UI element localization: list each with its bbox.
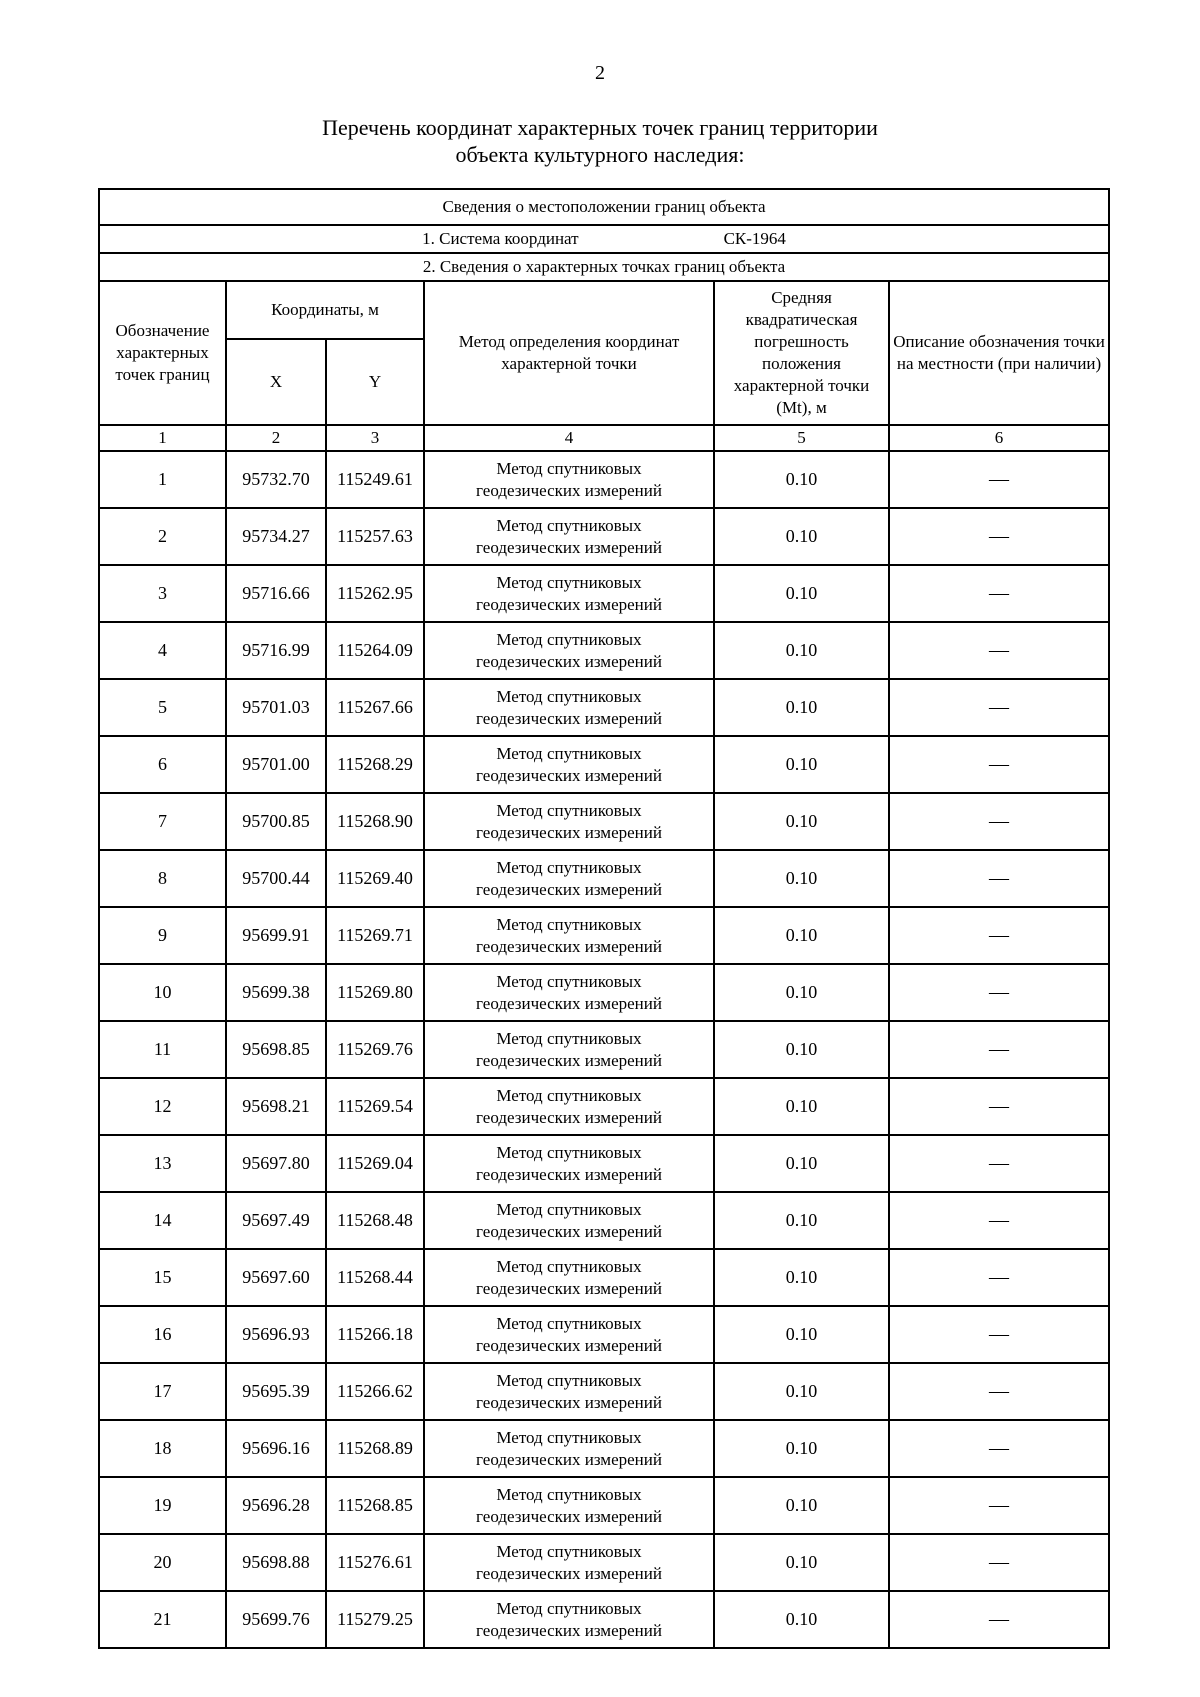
point-number-cell: 21 (99, 1591, 226, 1648)
x-coordinate-cell: 95696.16 (226, 1420, 326, 1477)
table-row (99, 1306, 1109, 1363)
method-cell (424, 508, 714, 565)
y-coordinate-cell: 115269.71 (326, 907, 424, 964)
y-coordinate-cell: 115268.89 (326, 1420, 424, 1477)
table-row (99, 736, 1109, 793)
header-coordinates: Координаты, м (226, 281, 424, 339)
accuracy-cell: 0.10 (714, 1420, 889, 1477)
accuracy-cell: 0.10 (714, 622, 889, 679)
table-row (99, 1135, 1109, 1192)
point-number-cell: 1 (99, 451, 226, 508)
accuracy-cell: 0.10 (714, 1534, 889, 1591)
accuracy-cell: 0.10 (714, 964, 889, 1021)
x-coordinate-cell: 95699.76 (226, 1591, 326, 1648)
description-cell: — (889, 907, 1109, 964)
description-cell: — (889, 1192, 1109, 1249)
table-row (99, 508, 1109, 565)
point-number-cell: 5 (99, 679, 226, 736)
method-line-2: геодезических измерений (476, 765, 662, 785)
table-row (99, 451, 1109, 508)
method-cell (424, 1192, 714, 1249)
method-cell (424, 736, 714, 793)
y-coordinate-cell: 115266.62 (326, 1363, 424, 1420)
y-coordinate-cell: 115264.09 (326, 622, 424, 679)
method-line-1: Метод спутниковых (496, 1313, 642, 1333)
point-number-cell: 8 (99, 850, 226, 907)
header-accuracy: Средняя квадратическая погрешность положения характерной точки (Mt), м (714, 281, 889, 425)
method-line-2: геодезических измерений (476, 708, 662, 728)
method-line-2: геодезических измерений (476, 480, 662, 500)
description-cell: — (889, 1477, 1109, 1534)
column-numbers-row (99, 425, 1109, 451)
description-cell: — (889, 1534, 1109, 1591)
point-number-cell: 13 (99, 1135, 226, 1192)
method-line-1: Метод спутниковых (496, 914, 642, 934)
x-coordinate-cell: 95700.85 (226, 793, 326, 850)
point-number-cell: 7 (99, 793, 226, 850)
point-number-cell: 9 (99, 907, 226, 964)
table-row (99, 850, 1109, 907)
description-cell: — (889, 793, 1109, 850)
method-line-2: геодезических измерений (476, 1449, 662, 1469)
y-coordinate-cell: 115269.40 (326, 850, 424, 907)
point-number-cell: 6 (99, 736, 226, 793)
point-number-cell: 2 (99, 508, 226, 565)
table-row (99, 1477, 1109, 1534)
method-line-2: геодезических измерений (476, 651, 662, 671)
description-cell: — (889, 679, 1109, 736)
y-coordinate-cell: 115257.63 (326, 508, 424, 565)
table-row (99, 964, 1109, 1021)
accuracy-cell: 0.10 (714, 451, 889, 508)
header-description: Описание обозначения точки на местности (при наличии) (889, 281, 1109, 425)
coordinates-table (98, 188, 1110, 1649)
y-coordinate-cell: 115268.85 (326, 1477, 424, 1534)
description-cell: — (889, 1420, 1109, 1477)
y-coordinate-cell: 115268.48 (326, 1192, 424, 1249)
description-cell: — (889, 1363, 1109, 1420)
method-line-1: Метод спутниковых (496, 1085, 642, 1105)
point-number-cell: 19 (99, 1477, 226, 1534)
y-coordinate-cell: 115267.66 (326, 679, 424, 736)
method-line-1: Метод спутниковых (496, 1484, 642, 1504)
method-cell (424, 1306, 714, 1363)
y-coordinate-cell: 115269.80 (326, 964, 424, 1021)
x-coordinate-cell: 95697.49 (226, 1192, 326, 1249)
method-line-2: геодезических измерений (476, 1392, 662, 1412)
description-cell: — (889, 736, 1109, 793)
table-row (99, 565, 1109, 622)
table-row (99, 1534, 1109, 1591)
description-cell: — (889, 1249, 1109, 1306)
section-title: Сведения о местоположении границ объекта (99, 189, 1109, 225)
table-row (99, 1078, 1109, 1135)
method-line-1: Метод спутниковых (496, 800, 642, 820)
description-cell: — (889, 1078, 1109, 1135)
y-coordinate-cell: 115276.61 (326, 1534, 424, 1591)
x-coordinate-cell: 95696.93 (226, 1306, 326, 1363)
accuracy-cell: 0.10 (714, 736, 889, 793)
method-cell (424, 1534, 714, 1591)
method-line-2: геодезических измерений (476, 1278, 662, 1298)
method-cell (424, 850, 714, 907)
table-row (99, 1192, 1109, 1249)
method-cell (424, 964, 714, 1021)
x-coordinate-cell: 95697.60 (226, 1249, 326, 1306)
description-cell: — (889, 565, 1109, 622)
y-coordinate-cell: 115262.95 (326, 565, 424, 622)
x-coordinate-cell: 95701.03 (226, 679, 326, 736)
method-cell (424, 565, 714, 622)
coordinate-system-row (99, 225, 1109, 253)
y-coordinate-cell: 115269.54 (326, 1078, 424, 1135)
method-line-1: Метод спутниковых (496, 1541, 642, 1561)
x-coordinate-cell: 95698.88 (226, 1534, 326, 1591)
document-title (0, 114, 1200, 168)
method-line-1: Метод спутниковых (496, 458, 642, 478)
method-line-1: Метод спутниковых (496, 1028, 642, 1048)
method-line-1: Метод спутниковых (496, 1199, 642, 1219)
x-coordinate-cell: 95698.85 (226, 1021, 326, 1078)
x-coordinate-cell: 95701.00 (226, 736, 326, 793)
header-method: Метод определения координат характерной точки (424, 281, 714, 425)
method-cell (424, 793, 714, 850)
column-number: 2 (226, 425, 326, 451)
description-cell: — (889, 1135, 1109, 1192)
method-line-2: геодезических измерений (476, 936, 662, 956)
method-line-2: геодезических измерений (476, 993, 662, 1013)
method-line-2: геодезических измерений (476, 1563, 662, 1583)
method-line-1: Метод спутниковых (496, 743, 642, 763)
description-cell: — (889, 508, 1109, 565)
coordinate-system-value: СК-1964 (723, 229, 786, 248)
x-coordinate-cell: 95699.91 (226, 907, 326, 964)
y-coordinate-cell: 115266.18 (326, 1306, 424, 1363)
point-number-cell: 18 (99, 1420, 226, 1477)
method-line-1: Метод спутниковых (496, 857, 642, 877)
accuracy-cell: 0.10 (714, 1477, 889, 1534)
y-coordinate-cell: 115279.25 (326, 1591, 424, 1648)
method-cell (424, 1420, 714, 1477)
method-line-1: Метод спутниковых (496, 686, 642, 706)
point-number-cell: 20 (99, 1534, 226, 1591)
accuracy-cell: 0.10 (714, 1363, 889, 1420)
header-designation: Обозначение характерных точек границ (99, 281, 226, 425)
method-cell (424, 622, 714, 679)
method-line-1: Метод спутниковых (496, 572, 642, 592)
y-coordinate-cell: 115268.29 (326, 736, 424, 793)
accuracy-cell: 0.10 (714, 1591, 889, 1648)
method-cell (424, 1477, 714, 1534)
x-coordinate-cell: 95732.70 (226, 451, 326, 508)
x-coordinate-cell: 95734.27 (226, 508, 326, 565)
column-number: 5 (714, 425, 889, 451)
description-cell: — (889, 964, 1109, 1021)
x-coordinate-cell: 95700.44 (226, 850, 326, 907)
x-coordinate-cell: 95698.21 (226, 1078, 326, 1135)
x-coordinate-cell: 95695.39 (226, 1363, 326, 1420)
method-line-2: геодезических измерений (476, 537, 662, 557)
point-number-cell: 17 (99, 1363, 226, 1420)
point-number-cell: 3 (99, 565, 226, 622)
accuracy-cell: 0.10 (714, 1192, 889, 1249)
method-line-2: геодезических измерений (476, 1050, 662, 1070)
table-row (99, 622, 1109, 679)
method-cell (424, 1363, 714, 1420)
method-line-1: Метод спутниковых (496, 1598, 642, 1618)
y-coordinate-cell: 115269.04 (326, 1135, 424, 1192)
method-line-2: геодезических измерений (476, 1335, 662, 1355)
method-line-1: Метод спутниковых (496, 629, 642, 649)
accuracy-cell: 0.10 (714, 679, 889, 736)
method-line-2: геодезических измерений (476, 822, 662, 842)
method-line-2: геодезических измерений (476, 879, 662, 899)
method-cell (424, 1021, 714, 1078)
accuracy-cell: 0.10 (714, 565, 889, 622)
table-row (99, 1249, 1109, 1306)
point-number-cell: 12 (99, 1078, 226, 1135)
table-row (99, 793, 1109, 850)
x-coordinate-cell: 95697.80 (226, 1135, 326, 1192)
method-cell (424, 1591, 714, 1648)
points-section-label: 2. Сведения о характерных точках границ объекта (99, 253, 1109, 281)
y-coordinate-cell: 115249.61 (326, 451, 424, 508)
accuracy-cell: 0.10 (714, 850, 889, 907)
x-coordinate-cell: 95716.99 (226, 622, 326, 679)
method-cell (424, 451, 714, 508)
x-coordinate-cell: 95696.28 (226, 1477, 326, 1534)
table-row (99, 1021, 1109, 1078)
method-line-1: Метод спутниковых (496, 1256, 642, 1276)
point-number-cell: 11 (99, 1021, 226, 1078)
x-coordinate-cell: 95699.38 (226, 964, 326, 1021)
y-coordinate-cell: 115268.90 (326, 793, 424, 850)
column-number: 6 (889, 425, 1109, 451)
title-line-1: Перечень координат характерных точек границ территории (322, 115, 878, 140)
point-number-cell: 15 (99, 1249, 226, 1306)
method-cell (424, 1249, 714, 1306)
table-row (99, 1363, 1109, 1420)
point-number-cell: 16 (99, 1306, 226, 1363)
method-line-2: геодезических измерений (476, 1506, 662, 1526)
method-line-2: геодезических измерений (476, 1221, 662, 1241)
method-line-1: Метод спутниковых (496, 1427, 642, 1447)
method-line-2: геодезических измерений (476, 1620, 662, 1640)
description-cell: — (889, 451, 1109, 508)
column-number: 1 (99, 425, 226, 451)
header-x: X (226, 339, 326, 425)
method-line-1: Метод спутниковых (496, 1370, 642, 1390)
table-row (99, 679, 1109, 736)
accuracy-cell: 0.10 (714, 508, 889, 565)
accuracy-cell: 0.10 (714, 1021, 889, 1078)
accuracy-cell: 0.10 (714, 793, 889, 850)
point-number-cell: 4 (99, 622, 226, 679)
column-number: 4 (424, 425, 714, 451)
coordinate-system-label: 1. Система координат (422, 229, 579, 248)
y-coordinate-cell: 115269.76 (326, 1021, 424, 1078)
table-row (99, 1420, 1109, 1477)
description-cell: — (889, 1021, 1109, 1078)
point-number-cell: 14 (99, 1192, 226, 1249)
accuracy-cell: 0.10 (714, 907, 889, 964)
title-line-2: объекта культурного наследия: (455, 142, 745, 167)
method-line-1: Метод спутниковых (496, 1142, 642, 1162)
accuracy-cell: 0.10 (714, 1306, 889, 1363)
method-cell (424, 907, 714, 964)
column-number: 3 (326, 425, 424, 451)
method-line-2: геодезических измерений (476, 1164, 662, 1184)
method-line-1: Метод спутниковых (496, 971, 642, 991)
accuracy-cell: 0.10 (714, 1078, 889, 1135)
table-row (99, 1591, 1109, 1648)
header-y: Y (326, 339, 424, 425)
method-cell (424, 1135, 714, 1192)
method-cell (424, 679, 714, 736)
accuracy-cell: 0.10 (714, 1249, 889, 1306)
description-cell: — (889, 850, 1109, 907)
method-cell (424, 1078, 714, 1135)
table-row (99, 907, 1109, 964)
y-coordinate-cell: 115268.44 (326, 1249, 424, 1306)
page-number: 2 (595, 62, 605, 84)
description-cell: — (889, 622, 1109, 679)
x-coordinate-cell: 95716.66 (226, 565, 326, 622)
point-number-cell: 10 (99, 964, 226, 1021)
method-line-2: геодезических измерений (476, 1107, 662, 1127)
description-cell: — (889, 1306, 1109, 1363)
description-cell: — (889, 1591, 1109, 1648)
method-line-1: Метод спутниковых (496, 515, 642, 535)
accuracy-cell: 0.10 (714, 1135, 889, 1192)
method-line-2: геодезических измерений (476, 594, 662, 614)
